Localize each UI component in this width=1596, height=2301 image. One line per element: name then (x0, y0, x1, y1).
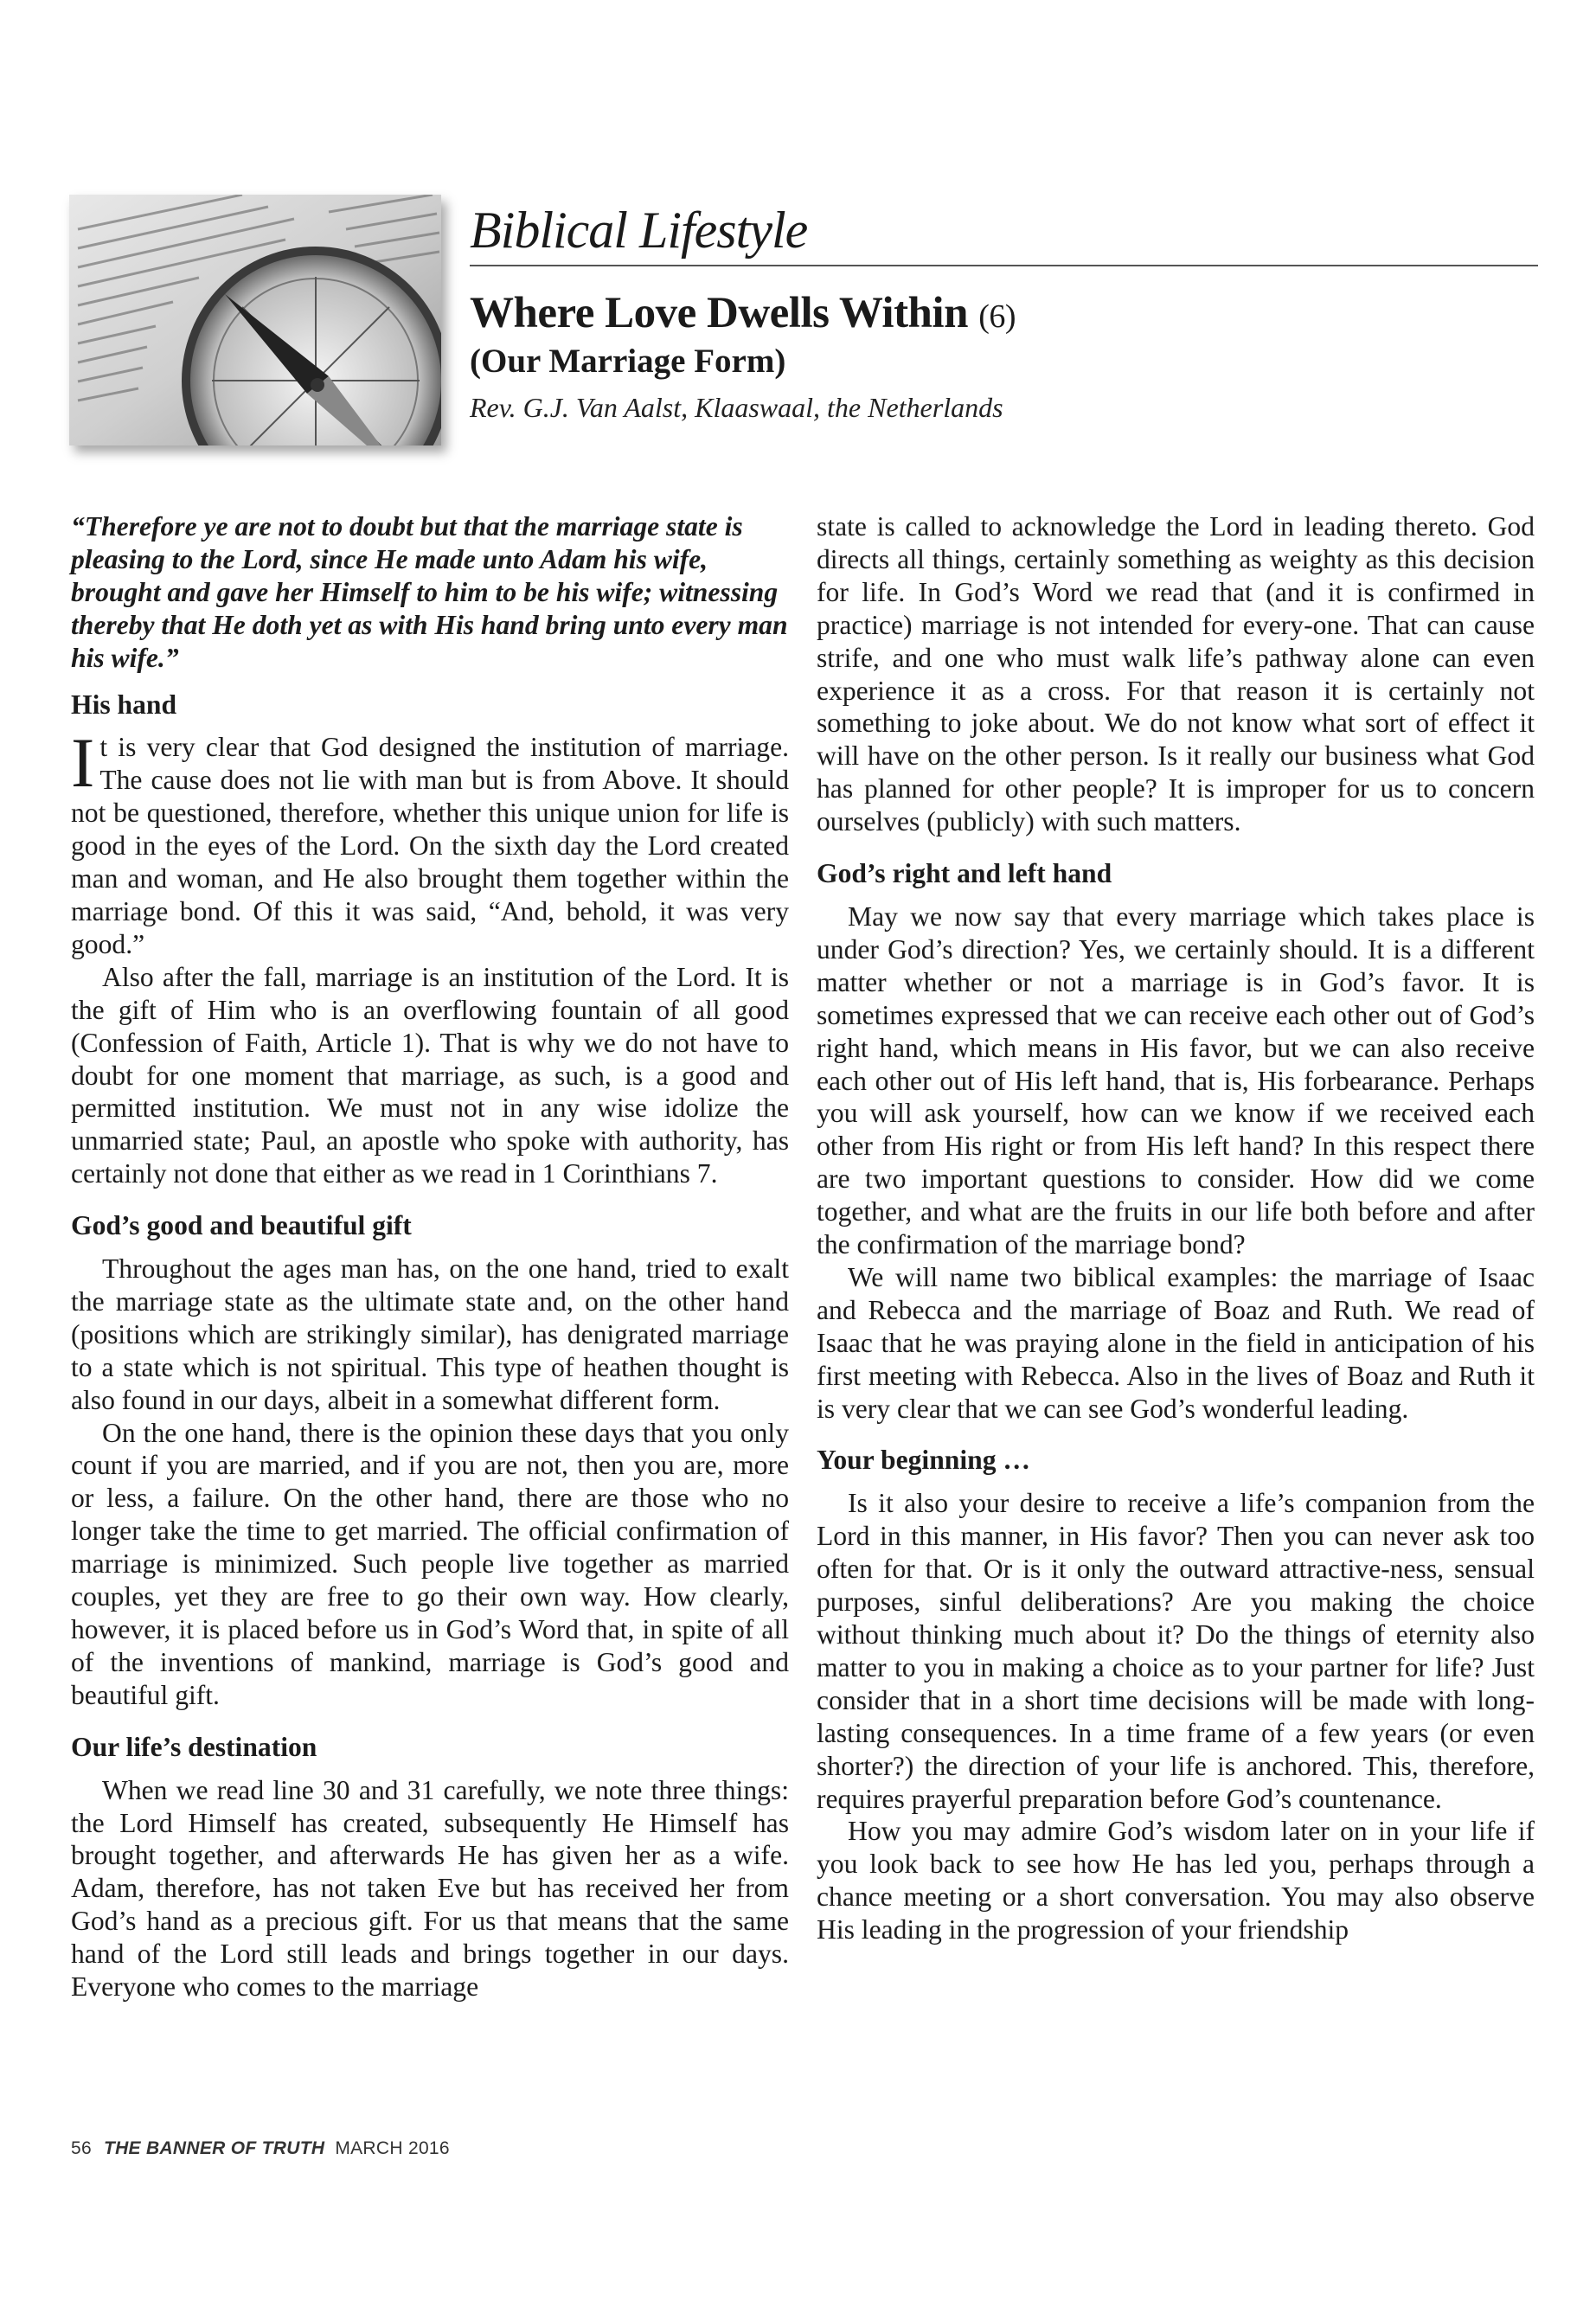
section-label: Biblical Lifestyle (470, 202, 808, 259)
bible-compass-photo (69, 195, 441, 445)
heading-good-gift: God’s good and beautiful gift (71, 1210, 412, 1241)
header-rule (470, 265, 1538, 266)
intro-quote: “Therefore ye are not to doubt but that the marriage state is pleasing to the Lord, since He made unto Adam his wife, brought and gave her Himself to him to be his wife; witnessing thereby that He doth yet as with His hand bring unto every man his wife.” (71, 511, 788, 673)
title-text: Where Love Dwells Within (470, 289, 968, 337)
publication-name: THE BANNER OF TRUTH (103, 2138, 325, 2158)
article-title (470, 288, 1016, 338)
paragraph: Also after the fall, marriage is an institution of the Lord. It is the gift of Him who is an overflowing fountain of all good (Confession of Faith, Article 1). That is why we do not have to doubt for one moment that marriage, as such, is a good and permitted institution. We must not in any wise idolize the unmarried state; Paul, an apostle who spoke with authority, has certainly not done that either as we read in 1 Corinthians 7. (71, 961, 789, 1189)
page-number: 56 (71, 2138, 92, 2158)
paragraph-text: t is very clear that God designed the institution of marriage. The cause does not lie with man but is from Above. It should not be questioned, therefore, whether this unique union for life is good in the eyes of the Lord. On the sixth day the Lord created man and woman, and He also brought them together within the marriage bond. Of this it was said, “And, behold, it was very good.” (71, 732, 789, 959)
paragraph: state is called to acknowledge the Lord in leading thereto. God directs all things, certainly something as weighty as this decision for life. In God’s Word we read that (and it is confirmed in practice) marriage is not intended for every-one. That can cause strife, and one who must walk life’s pathway alone can even experience it as a cross. For that reason it is certainly not something to joke about. We do not know what sort of effect it will have on the other person. Is it really our business what God has planned for other people? It is improper for us to concern ourselves (publicly) with such matters. (817, 511, 1535, 837)
title-part-number: (6) (978, 298, 1016, 335)
paragraph: We will name two biblical examples: the marriage of Isaac and Rebecca and the marriage of Boaz and Ruth. We read of Isaac that he was praying alone in the field in anticipation of his first meeting with Rebecca. Also in the lives of Boaz and Ruth it is very clear that we can see God’s wonderful leading. (817, 1261, 1535, 1424)
paragraph (71, 723, 789, 960)
paragraph: May we now say that every marriage which takes place is under God’s direction? Yes, we certainly should. It is a different matter whether or not a marriage is in God’s favor. It is sometimes expressed that we can receive each other out of God’s right hand, which means in His favor, but we can also receive each other out of His left hand, that is, His forbearance. Perhaps you will ask yourself, how can we know if we received each other from His right or from His left hand? In this respect there are two important questions to consider. How did we come together, and what are the fruits in our life both before and after the confirmation of the marriage bond? (817, 901, 1535, 1260)
heading-right-left-hand: God’s right and left hand (817, 858, 1112, 889)
heading-your-beginning: Your beginning … (817, 1445, 1030, 1476)
paragraph: How you may admire God’s wisdom later on in your life if you look back to see how He has led you, perhaps through a chance meeting or a short conversation. You may also observe His leading in the progression of your friendship (817, 1816, 1535, 1945)
article-subtitle: (Our Marriage Form) (470, 343, 786, 380)
heading-his-hand: His hand (71, 689, 177, 720)
page-footer (71, 2138, 450, 2159)
issue-date: MARCH 2016 (335, 2138, 450, 2158)
right-column (817, 510, 1535, 1946)
heading-destination: Our life’s destination (71, 1731, 317, 1762)
drop-cap: I (71, 723, 95, 803)
paragraph: When we read line 30 and 31 carefully, we note three things: the Lord Himself has created, subsequently He Himself has brought together, and afterwards He has given her as a wife. Adam, therefore, has not taken Eve but has received her from God’s hand as a precious gift. For us that means that the same hand of the Lord still leads and brings together in our days. Everyone who comes to the marriage (71, 1774, 789, 2003)
paragraph: On the one hand, there is the opinion these days that you only count if you are married, and if you are not, then you are, more or less, a failure. On the other hand, there are those who no longer take the time to get married. The official confirmation of marriage is minimized. Such people live together as married couples, yet they are free to go their own way. How clearly, however, it is placed before us in God’s Word that, in spite of all of the inventions of mankind, marriage is God’s good and beautiful gift. (71, 1417, 789, 1710)
paragraph: Throughout the ages man has, on the one hand, tried to exalt the marriage state as the ultimate state and, on the other hand (positions which are strikingly similar), has denigrated marriage to a state which is not spiritual. This type of heathen thought is also found in our days, albeit in a somewhat different form. (71, 1253, 789, 1415)
article-author: Rev. G.J. Van Aalst, Klaaswaal, the Netherlands (470, 392, 1003, 423)
paragraph: Is it also your desire to receive a life’s companion from the Lord in this manner, in His favor? Then you can never ask too often for that. Or is it only the outward attractive-ness, sensual purposes, sinful deliberations? Are you making the choice without thinking much about it? Do the things of eternity also matter to you in making a choice as to your partner for life? Just consider that in a short time decisions will be made with long-lasting consequences. In a time frame of a few years (or even shorter?) the direction of your life is anchored. This, therefore, requires prayerful preparation before God’s countenance. (817, 1488, 1535, 1814)
left-column (71, 510, 789, 2003)
